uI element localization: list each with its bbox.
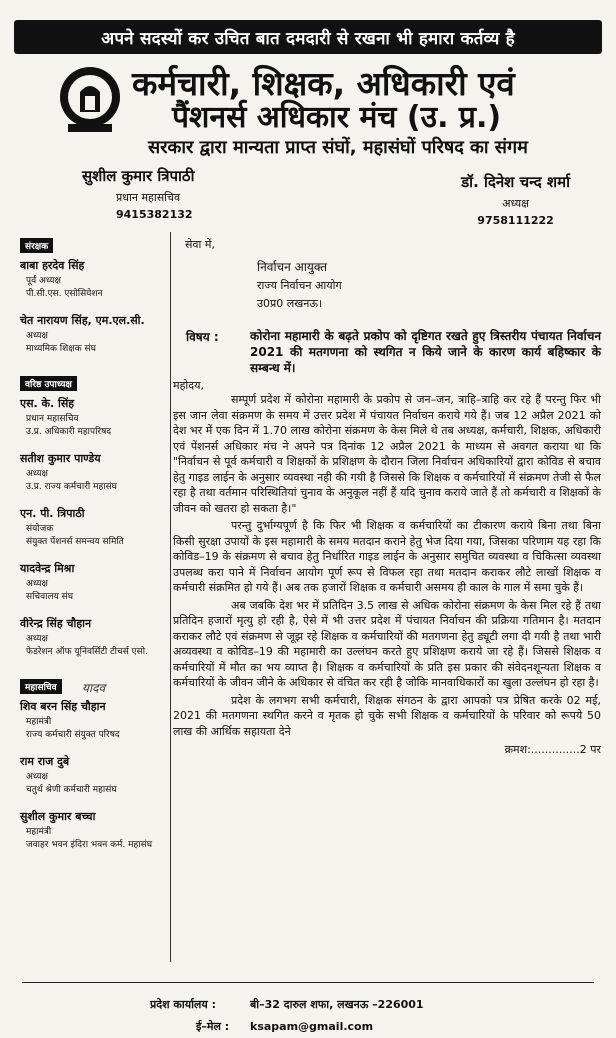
member-org: पी.सी.एस. एसोसियेशन bbox=[26, 289, 103, 299]
member-org: संयुक्त पेंशनर्स समन्वय समिति bbox=[26, 537, 124, 547]
member-title: महामंत्री bbox=[26, 717, 52, 727]
section-label: महासचिव bbox=[20, 679, 62, 694]
official-left-phone: 9415382132 bbox=[116, 208, 193, 221]
salutation: महोदय, bbox=[173, 379, 204, 392]
member-title: अध्यक्ष bbox=[26, 331, 48, 341]
sidebar-section bbox=[20, 232, 170, 354]
official-right-phone: 9758111222 bbox=[477, 214, 554, 227]
member-name: यादवेन्द्र मिश्रा bbox=[20, 562, 75, 575]
member-org: सचिवालय संघ bbox=[26, 592, 74, 602]
member-title: अध्यक्ष bbox=[26, 579, 48, 589]
member-name: एस. के. सिंह bbox=[20, 397, 75, 410]
member-title: अध्यक्ष bbox=[26, 772, 48, 782]
member bbox=[20, 506, 170, 547]
member bbox=[20, 561, 170, 602]
sidebar-section bbox=[20, 673, 170, 850]
organization-name-line2: पैंशनर्स अधिकार मंच (उ. प्र.) bbox=[172, 100, 502, 135]
letter-subject bbox=[186, 328, 601, 376]
organization-subtitle: सरकार द्वारा मान्यता प्राप्त संघों, महासंघों परिषद का संगम bbox=[148, 137, 528, 158]
official-left-title: प्रधान महासचिव bbox=[116, 191, 181, 204]
member-name: राम राज दुबे bbox=[20, 755, 70, 768]
official-left-name: सुशील कुमार त्रिपाठी bbox=[82, 167, 195, 185]
official-right-name: डॉ. दिनेश चन्द शर्मा bbox=[461, 173, 570, 191]
member-name: चेत नारायण सिंह, एम.एल.सी. bbox=[20, 314, 145, 327]
sidebar-section bbox=[20, 370, 170, 657]
member bbox=[20, 616, 170, 657]
member-title: अध्यक्ष bbox=[26, 469, 48, 479]
body-paragraph: अब जबकि देश भर में प्रतिदिन 3.5 लाख से अधिक कोरोना संक्रमण के केस मिल रहे हैं तथा प्रतिदिन हजारों मृत्यु हो रही है, ऐसे में भी उत्तर प्रदेश में पंचायत निर्वाचन की प्रक्रिया गतिमान है। मतदान कराकर लौटे एवं संक्रमण से जूझ रहे शिक्षक व कर्मचारियों की मतगणना हेतु ड्यूटी लगा दी गयी है तथा भारी अव्यवस्था व कोविड–19 की महामारी का उल्लंघन करते हुए प्रशिक्षण कराये जा रहे हैं। जिससे शिक्षक व कर्मचारियों में मौत का भय व्याप्त है। शिक्षक व कर्मचारियों के प्रति इस प्रकार की संवेदनशून्यता शिक्षक व कर्मचारियों के जीवन जीने के अधिकार से वंचित कर रही है जोकि मानवाधिकारों का खुला उल्लंघन हो रहा है। bbox=[173, 598, 601, 689]
footer bbox=[150, 994, 424, 1038]
address-line: उ0प्र0 लखनऊ। bbox=[257, 297, 323, 310]
footer-divider bbox=[22, 982, 594, 983]
address-line: राज्य निर्वाचन आयोग bbox=[257, 279, 342, 292]
member bbox=[20, 754, 170, 795]
section-label: संरक्षक bbox=[20, 238, 53, 253]
header-banner: अपने सदस्यों कर उचित बात दमदारी से रखना भी हमारा कर्तव्य है bbox=[14, 20, 602, 54]
member-name: शिव बरन सिंह चौहान bbox=[20, 700, 106, 713]
member-org: चतुर्थ श्रेणी कर्मचारी महासंघ bbox=[26, 785, 117, 795]
official-right bbox=[461, 172, 570, 227]
member bbox=[20, 396, 170, 437]
member-name: वीरेन्द्र सिंह चौहान bbox=[20, 617, 92, 630]
subject-text: कोरोना महामारी के बढ़ते प्रकोप को दृष्टिगत रखते हुए त्रिस्तरीय पंचायत निर्वाचन 2021 की मतगणना को स्थगित न किये जाने के कारण कार्य बहिष्कार के सम्बन्ध में। bbox=[250, 329, 601, 375]
member-name: सुशील कुमार बच्चा bbox=[20, 810, 96, 823]
member-name: एन. पी. त्रिपाठी bbox=[20, 507, 85, 520]
member bbox=[20, 809, 170, 850]
address-line: सेवा में, bbox=[185, 238, 215, 251]
official-right-title: अध्यक्ष bbox=[502, 197, 529, 210]
subject-label: विषय : bbox=[186, 330, 219, 344]
member-name: बाबा हरदेव सिंह bbox=[20, 259, 85, 272]
official-left bbox=[82, 166, 195, 221]
member-title: संयोजक bbox=[26, 524, 54, 534]
member-org: माध्यमिक शिक्षक संघ bbox=[26, 344, 96, 354]
member-org: फेडरेशन ऑफ यूनिवर्सिटी टीचर्स एसो. bbox=[26, 647, 148, 657]
organization-logo-icon bbox=[58, 62, 122, 136]
letter-body bbox=[173, 392, 601, 758]
member-org: राज्य कर्मचारी संयुक्त परिषद bbox=[26, 730, 120, 740]
member-org: उ.प्र. राज्य कर्मचारी महासंघ bbox=[26, 482, 117, 492]
member-title: अध्यक्ष bbox=[26, 634, 48, 644]
address-line: निर्वाचन आयुक्त bbox=[257, 260, 328, 274]
member-org: उ.प्र. अधिकारी महापरिषद bbox=[26, 427, 112, 437]
letter-address bbox=[185, 237, 585, 311]
member-org: जवाहर भवन इंदिरा भवन कर्म. महासंघ bbox=[26, 840, 153, 850]
member bbox=[20, 258, 170, 299]
member bbox=[20, 313, 170, 354]
member bbox=[20, 699, 170, 740]
body-paragraph: परन्तु दुर्भाग्यपूर्ण है कि फिर भी शिक्षक व कर्मचारियों का टीकारण कराये बिना तथा बिना किसी सुरक्षा उपायों के इस महामारी के समय मतदान कराने हेतु भेज दिया गया, जिसका परिणाम यह रहा कि कोविड–19 के संक्रमण से बचाव हेतु निर्धारित गाइड लाईन के अनुसार समुचित व्यवस्था व चिकित्सा व्यवस्था उपलब्ध करा पाने में निर्वाचन आयोग पूर्ण रूप से विफल रहा तथा मतदान कराकर लौटे लाखों शिक्षक व कर्मचारी संक्रमित हो गये हैं। अब तक हजारों शिक्षक व कर्मचारी असमय ही काल के गाल में समा चुके हैं। bbox=[173, 519, 601, 594]
email-address[interactable]: ksapam@gmail.com bbox=[250, 1020, 374, 1033]
office-label: प्रदेश कार्यालय : bbox=[150, 998, 217, 1011]
member-name: सतीश कुमार पाण्डेय bbox=[20, 452, 101, 465]
sidebar-members bbox=[20, 232, 171, 962]
member bbox=[20, 451, 170, 492]
body-paragraph: प्रदेश के लगभग सभी कर्मचारी, शिक्षक संगठन के द्वारा आपको पत्र प्रेषित करके 02 मई, 2021 की मतगणना स्थगित करने व मृतक हो चुके सभी शिक्षक व कर्मचारियों के परिवार को रूपये 50 लाख की आर्थिक सहायता देने bbox=[173, 693, 601, 738]
member-title: पूर्व अध्यक्ष bbox=[26, 276, 61, 286]
section-label: वरिष्ठ उपाध्यक्ष bbox=[20, 376, 77, 391]
organization-name-line1: कर्मचारी, शिक्षक, अधिकारी एवं bbox=[132, 64, 515, 103]
footer-email-row bbox=[150, 1016, 424, 1038]
footer-office-row bbox=[150, 994, 424, 1016]
office-address: बी–32 दारुल शफा, लखनऊ –226001 bbox=[250, 998, 424, 1011]
member-title: महामंत्री bbox=[26, 827, 52, 837]
continuation-note: क्रमश:..............2 पर bbox=[504, 743, 601, 756]
member-title: प्रधान महासचिव bbox=[26, 414, 79, 424]
handwritten-note: यादव bbox=[82, 681, 106, 695]
email-label: ई–मेल : bbox=[196, 1020, 230, 1033]
body-paragraph: सम्पूर्ण प्रदेश में कोरोना महामारी के प्रकोप से जन–जन, त्राहि–त्राहि कर रहे हैं परन्तु फिर भी इस जान लेवा संक्रमण के समय में उत्तर प्रदेश में पंचायत निर्वाचन कराये गये हैं। जब 12 अप्रैल 2021 को देश भर में एक दिन में 1.70 लाख कोरोना संक्रमण के केस मिले थे तब अध्यक्ष, कर्मचारी, शिक्षक, अधिकारी एवं पेंशनर्स अधिकार मंच ने अपने पत्र दिनांक 12 अप्रैल 2021 के माध्यम से अवगत कराया था कि "निर्वाचन से पूर्व कर्मचारी व शिक्षकों के प्रशिक्षण के दौरान जिला निर्वाचन अधिकारियों द्वारा कोविड से बचाव हेतु गाइड लाईन के अनुसार व्यवस्था नही की गयी है जिससे कि शिक्षक व कर्मचारियों में संक्रमण तेजी से फैल रहा है तथा वर्तमान परिस्थितियां चुनाव के अनुकूल नहीं हैं यदि चुनाव कराये जाते हैं तो कर्मचारी व शिक्षकों के जीवन को खतरा हो सकता है।" bbox=[173, 393, 601, 515]
